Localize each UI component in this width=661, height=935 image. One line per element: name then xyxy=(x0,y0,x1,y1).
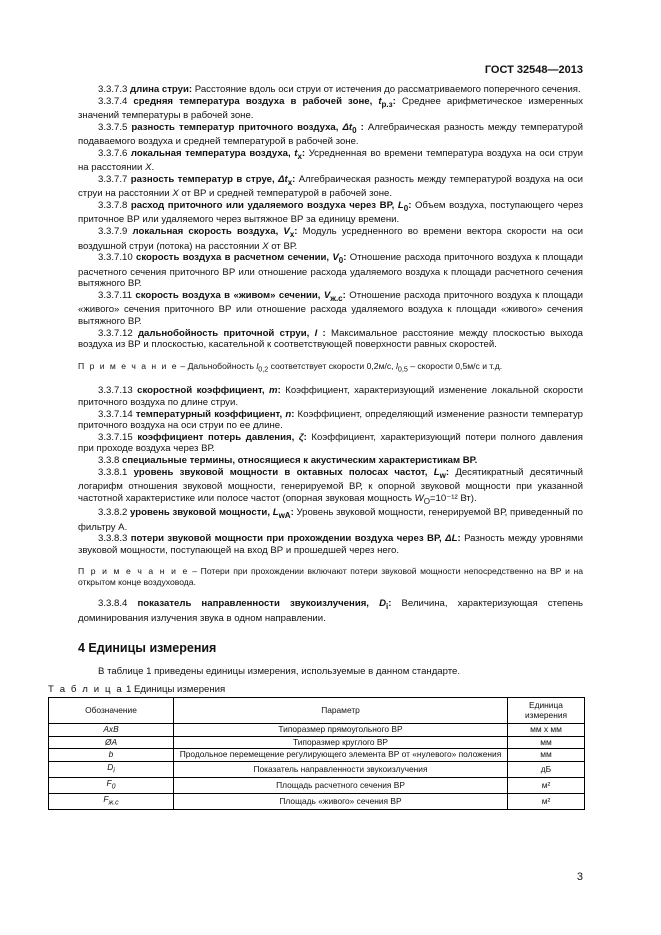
term-text: уровень звуковой мощности, xyxy=(130,507,273,519)
clause-number: 3.3.7.9 xyxy=(98,226,128,238)
definition-symbol: X xyxy=(262,240,269,252)
term-subscript: w xyxy=(439,470,446,480)
definition-paragraph xyxy=(78,96,583,122)
definition-paragraph xyxy=(78,533,583,556)
term-symbol: n xyxy=(285,408,292,420)
clause-number: 3.3.7.14 xyxy=(98,408,133,420)
definition-text: Модуль усредненного во времени вектора скорости на оси воздушной струи (потока) на расстоянии xyxy=(78,226,584,252)
term-colon: : xyxy=(294,226,298,238)
cell-unit: м² xyxy=(508,778,585,794)
symbol-text: ØA xyxy=(104,736,118,747)
clause-number: 3.3.7.7 xyxy=(98,173,128,185)
cell-symbol xyxy=(49,778,174,794)
definition-text: Коэффициент, характеризующий изменение локальной скорости приточного воздуха по длине струи. xyxy=(78,385,584,409)
note-range: П р и м е ч а н и е – Дальнобойность $l_{0,2}$ соответствует скорости 0,2м/с, $l_{0,5}$ – скорости 0,5м/с и т.д. xyxy=(78,360,503,374)
symbol-text: AxB xyxy=(103,724,119,735)
definition-paragraph xyxy=(78,598,583,624)
cell-parameter: Показатель направленности звукоизлучения xyxy=(174,761,508,777)
symbol-subscript: i xyxy=(113,767,115,775)
term-colon: : xyxy=(277,385,281,397)
term xyxy=(131,148,305,159)
term-colon: : xyxy=(301,147,306,159)
cell-unit: мм xyxy=(508,736,585,749)
cell-symbol xyxy=(49,724,174,737)
cell-unit: м² xyxy=(508,794,585,810)
term-text: разность температур в струе, xyxy=(130,173,279,185)
term-symbol: Δt xyxy=(278,173,288,185)
definition-text: Отношение расхода приточного воздуха к площади расчетного сечения приточного ВР или отношение расхода удаляемого воздуха к площади расчетного сечения вытяжного ВР. xyxy=(78,252,583,290)
table-caption: Т а б л и ц а 1 Единицы измерения xyxy=(48,683,226,695)
term-colon: : xyxy=(291,408,295,420)
definition-symbol: X xyxy=(172,188,179,200)
term xyxy=(131,122,363,133)
term-text: скорость воздуха в расчетном сечении, xyxy=(136,252,333,264)
definition-paragraph xyxy=(78,122,583,148)
table-row xyxy=(49,736,585,749)
term xyxy=(130,84,192,95)
term-text: расход приточного или удаляемого воздуха через ВР, xyxy=(130,199,398,211)
term-text: дальнобойность приточной струи, xyxy=(137,327,315,339)
term-colon: : xyxy=(290,507,294,519)
table-header-row xyxy=(49,698,585,724)
clause-number: 3.3.7.10 xyxy=(98,252,133,264)
term-symbol: V xyxy=(332,252,339,264)
definition-text: Среднее арифметическое измеренных значений температуры в рабочей зоне. xyxy=(78,95,584,122)
cell-unit: мм х мм xyxy=(508,724,585,737)
definition-text: Разность между уровнями звуковой мощности, поступающей на вход ВР и прошедшей через него. xyxy=(78,533,583,556)
term-symbol: m xyxy=(269,385,278,397)
definitions-block-2 xyxy=(78,385,583,556)
term-colon: : xyxy=(342,289,346,301)
term xyxy=(131,174,296,185)
term-text: средняя температура воздуха в рабочей зоне, xyxy=(133,95,379,107)
definition-text: Коэффициент, характеризующий потери полного давления при проходе воздуха через ВР. xyxy=(78,431,583,455)
term xyxy=(136,409,295,420)
definition-paragraph xyxy=(78,226,583,252)
cell-parameter: Площадь расчетного сечения ВР xyxy=(174,778,508,794)
term-symbol: ζ xyxy=(298,431,304,443)
cell-symbol xyxy=(49,761,174,777)
cell-parameter: Площадь «живого» сечения ВР xyxy=(174,794,508,810)
term xyxy=(138,328,326,339)
definition-paragraph xyxy=(78,467,583,508)
term-text: локальная скорость воздуха, xyxy=(132,226,284,238)
term-subscript: 0 xyxy=(338,256,344,266)
table-row xyxy=(49,778,585,794)
cell-parameter: Типоразмер круглого ВР xyxy=(174,736,508,749)
term-text: разность температур приточного воздуха, xyxy=(131,121,343,133)
clause-number: 3.3.7.6 xyxy=(98,147,128,159)
table-row xyxy=(49,724,585,737)
definition-subscript: O xyxy=(423,496,430,506)
term-subscript: wA xyxy=(278,511,291,521)
term-subscript: x xyxy=(289,229,295,239)
definition-text: Алгебраическая разность между температурой воздуха на оси струи на расстоянии xyxy=(78,173,583,200)
cell-symbol xyxy=(49,749,174,762)
term-text: коэффициент потерь давления, xyxy=(137,431,299,443)
section-title: 4 Единицы измерения xyxy=(78,640,217,655)
term-colon: : xyxy=(392,95,396,107)
definition-text: Максимальное расстояние между плоскостью выхода воздуха из ВР и плоскостью, касательной к соответствующей поверхности равных скоростей. xyxy=(78,327,584,351)
definition-symbol: X xyxy=(145,162,152,174)
page-number: 3 xyxy=(576,871,583,883)
term-symbol: t xyxy=(294,147,298,159)
term-symbol: V xyxy=(283,226,290,238)
symbol-text: F xyxy=(103,794,109,805)
term-text: специальные термины, относящиеся к акустическим характеристикам ВР. xyxy=(122,455,478,466)
document-header: ГОСТ 32548—2013 xyxy=(484,64,583,76)
term-text: уровень звуковой мощности в октавных полосах частот, xyxy=(133,466,434,478)
term xyxy=(133,96,395,107)
table-row xyxy=(49,794,585,810)
term xyxy=(131,533,461,544)
clause-number: 3.3.8.3 xyxy=(98,533,128,545)
term-symbol: t xyxy=(378,95,382,107)
definition-paragraph xyxy=(78,174,583,200)
clause-number: 3.3.7.3 xyxy=(98,84,128,95)
definition-text: Усредненная во времени температура воздуха на оси струи на расстоянии xyxy=(78,147,584,174)
term-subscript: x xyxy=(287,177,293,187)
term-symbol: L xyxy=(272,507,279,519)
definition-end: от ВР и средней температурой в рабочей зоне. xyxy=(178,188,393,200)
term xyxy=(131,200,412,211)
symbol-subscript: ж.с xyxy=(108,799,119,807)
definition-paragraph xyxy=(78,409,583,432)
definition-paragraph xyxy=(78,290,583,328)
definition-end: от ВР. xyxy=(268,240,298,252)
definition-paragraph xyxy=(78,432,583,455)
definition-paragraph xyxy=(78,84,583,96)
definition-symbol: W xyxy=(414,492,424,504)
term xyxy=(136,252,347,266)
symbol-text: D xyxy=(107,761,114,772)
term xyxy=(130,507,294,521)
definition-paragraph xyxy=(78,507,583,533)
term xyxy=(134,467,449,478)
term-subscript: 0 xyxy=(352,125,357,135)
term-text: длина струи: xyxy=(130,84,193,95)
definition-text: Десятикратный десятичный логарифм отношения звуковой мощности, генерируемой ВР, к опорной звуковой мощности при указанной частотной характеристике или полосе частот (опорная звуковая мощность xyxy=(78,466,584,504)
term-colon: : xyxy=(292,173,296,185)
term-colon: : xyxy=(408,199,412,211)
cell-symbol xyxy=(49,794,174,810)
term-colon: : xyxy=(356,121,364,133)
term-subscript: 0 xyxy=(403,203,409,213)
header-unit: Единица измерения xyxy=(508,698,585,724)
clause-number: 3.3.7.13 xyxy=(98,385,133,397)
term-symbol: L xyxy=(433,466,440,478)
units-table xyxy=(48,697,585,810)
definition-text: Отношение расхода приточного воздуха к площади «живого» сечения приточного ВР или отношение расхода удаляемого воздуха к площади «живого» сечения вытяжного ВР. xyxy=(78,289,583,327)
term-subscript: i xyxy=(386,602,389,612)
definition-paragraph xyxy=(78,328,583,351)
symbol-subscript: 0 xyxy=(111,783,116,791)
table-row xyxy=(49,749,585,762)
definition-text: Величина, характеризующая степень доминирования излучения звука в одном направлении. xyxy=(78,598,583,624)
symbol-text: F xyxy=(106,778,112,789)
term-text: скорость воздуха в «живом» сечении, xyxy=(135,289,324,301)
note-losses: П р и м е ч а н и е – Потери при прохождении включают потери звуковой мощности непосредственно на ВР и на открытом конце воздуховода. xyxy=(78,566,584,588)
term-colon: : xyxy=(343,252,347,264)
cell-unit: мм xyxy=(508,749,585,762)
definition-paragraph xyxy=(78,148,583,174)
definition-end: =10⁻¹² Вт). xyxy=(429,492,477,504)
symbol-text: b xyxy=(108,749,114,760)
term xyxy=(137,385,281,396)
term xyxy=(135,290,345,301)
term xyxy=(137,598,392,612)
cell-symbol xyxy=(49,736,174,749)
term-colon: : xyxy=(317,327,326,339)
section-intro: В таблице 1 приведены единицы измерения, используемые в данном стандарте. xyxy=(98,666,461,678)
clause-number: 3.3.7.4 xyxy=(98,95,128,107)
definition-text: Уровень звуковой мощности, генерируемой ВР, приведенный по фильтру А. xyxy=(78,507,584,533)
term xyxy=(137,432,306,443)
cell-unit: дБ xyxy=(508,761,585,777)
clause-number: 3.3.8.1 xyxy=(98,466,128,478)
term xyxy=(122,455,477,466)
definition-paragraph xyxy=(78,252,583,290)
definition-paragraph xyxy=(78,385,583,408)
term-symbol: Δt xyxy=(342,121,353,133)
definition-text: Объем воздуха, поступающего через приточное ВР или удаляемого через вытяжное ВР за единицу времени. xyxy=(78,199,583,226)
term-text: показатель направленности звукоизлучения, xyxy=(137,598,380,610)
definition-text: Коэффициент, определяющий изменение разности температур приточного воздуха на оси струи по ее длине. xyxy=(78,408,583,432)
term-colon: : xyxy=(388,598,392,610)
definition-end: . xyxy=(151,162,155,174)
document-body xyxy=(48,84,584,810)
term-symbol: ΔL xyxy=(445,533,458,545)
term-symbol: l xyxy=(314,327,318,339)
term-subscript: р.з xyxy=(381,99,393,109)
cell-parameter: Типоразмер прямоугольного ВР xyxy=(174,724,508,737)
header-parameter: Параметр xyxy=(174,698,508,724)
clause-number: 3.3.7.11 xyxy=(98,289,132,301)
term xyxy=(133,226,298,237)
term-symbol: V xyxy=(323,289,331,301)
clause-number: 3.3.7.12 xyxy=(98,327,133,339)
term-text: потери звуковой мощности при прохождении воздуха через ВР, xyxy=(130,533,446,545)
header-symbol: Обозначение xyxy=(49,698,174,724)
term-colon: : xyxy=(457,533,461,545)
clause-number: 3.3.8.2 xyxy=(98,507,128,519)
term-subscript: x xyxy=(297,151,302,161)
clause-number: 3.3.8.4 xyxy=(98,598,128,610)
table-row xyxy=(49,761,585,777)
definition-text: Алгебраическая разность между температурой подаваемого воздуха и средней температурой в рабочей зоне. xyxy=(78,121,583,148)
term-symbol: L xyxy=(397,199,404,211)
definition-paragraph xyxy=(78,455,583,467)
definition-text: Расстояние вдоль оси струи от истечения до рассматриваемого поперечного сечения. xyxy=(192,84,581,95)
term-subscript: ж.с xyxy=(330,293,343,303)
term-colon: : xyxy=(303,431,307,443)
definition-paragraph xyxy=(78,200,583,226)
clause-number: 3.3.7.5 xyxy=(98,121,128,133)
definitions-block-1 xyxy=(78,84,583,351)
clause-number: 3.3.7.15 xyxy=(98,431,133,443)
clause-number: 3.3.8 xyxy=(98,455,120,466)
definitions-block-3 xyxy=(78,598,583,624)
term-symbol: D xyxy=(379,598,386,610)
term-colon: : xyxy=(445,466,450,478)
term-text: локальная температура воздуха, xyxy=(130,147,295,159)
term-text: скоростной коэффициент, xyxy=(137,385,270,397)
term-text: температурный коэффициент, xyxy=(135,408,286,420)
clause-number: 3.3.7.8 xyxy=(98,199,128,211)
cell-parameter: Продольное перемещение регулирующего элемента ВР от «нулевого» положения xyxy=(174,749,508,762)
